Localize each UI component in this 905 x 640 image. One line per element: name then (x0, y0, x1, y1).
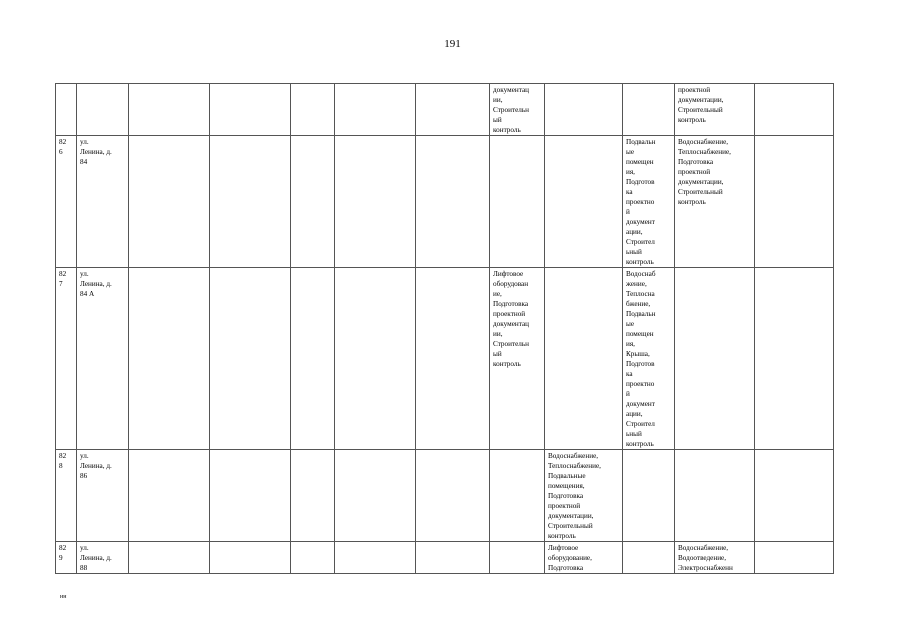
work-cell (490, 136, 545, 268)
work-cell: Водоснабжение, Теплоснабжение, Подвальные помещения, Подготовка проектной документации, Строительный контроль (545, 450, 623, 542)
row-number: 82 7 (56, 268, 77, 450)
empty-cell (335, 84, 416, 136)
address-cell: ул. Ленина, д. 84 А (77, 268, 129, 450)
work-cell: документац ии, Строительн ый контроль (490, 84, 545, 136)
table-row (56, 136, 834, 268)
empty-cell (416, 136, 490, 268)
work-cell (490, 542, 545, 574)
empty-cell (129, 450, 210, 542)
work-cell: Водоснабжение, Теплоснабжение, Подготовка проектной документации, Строительный контроль (675, 136, 755, 268)
work-cell: Подвальн ые помещен ия, Подготов ка проектно й документ ации, Строител ьный контроль (623, 136, 675, 268)
empty-cell (755, 450, 834, 542)
empty-cell (129, 136, 210, 268)
empty-cell (335, 268, 416, 450)
empty-cell (755, 136, 834, 268)
empty-cell (210, 84, 291, 136)
work-cell (623, 542, 675, 574)
work-cell (490, 450, 545, 542)
address-cell: ул. Ленина, д. 86 (77, 450, 129, 542)
empty-cell (291, 136, 335, 268)
empty-cell (129, 542, 210, 574)
work-cell (623, 84, 675, 136)
work-cell: Лифтовое оборудован ие, Подготовка проектной документац ии, Строительн ый контроль (490, 268, 545, 450)
footer-note: нн (60, 594, 67, 600)
work-cell: Водоснабжение, Водоотведение, Электроснабженн (675, 542, 755, 574)
empty-cell (755, 84, 834, 136)
empty-cell (291, 268, 335, 450)
repair-schedule-table (55, 83, 834, 574)
work-cell: Лифтовое оборудование, Подготовка (545, 542, 623, 574)
empty-cell (416, 84, 490, 136)
work-cell: Водоснаб жение, Теплосна бжение, Подвальн ые помещен ия, Крыша, Подготов ка проектно й документ ации, Строител ьный контроль (623, 268, 675, 450)
work-cell (675, 268, 755, 450)
empty-cell (291, 542, 335, 574)
work-cell (545, 268, 623, 450)
empty-cell (291, 450, 335, 542)
empty-cell (755, 542, 834, 574)
row-number: 82 8 (56, 450, 77, 542)
address-cell: ул. Ленина, д. 84 (77, 136, 129, 268)
empty-cell (416, 450, 490, 542)
table-row (56, 450, 834, 542)
table-row (56, 542, 834, 574)
empty-cell (335, 450, 416, 542)
page-number: 191 (444, 38, 461, 50)
row-number (56, 84, 77, 136)
table-row (56, 84, 834, 136)
empty-cell (755, 268, 834, 450)
empty-cell (210, 450, 291, 542)
empty-cell (335, 136, 416, 268)
work-cell (545, 136, 623, 268)
empty-cell (416, 542, 490, 574)
row-number: 82 6 (56, 136, 77, 268)
address-cell: ул. Ленина, д. 88 (77, 542, 129, 574)
empty-cell (335, 542, 416, 574)
work-cell: проектной документации, Строительный контроль (675, 84, 755, 136)
work-cell (623, 450, 675, 542)
empty-cell (291, 84, 335, 136)
work-cell (545, 84, 623, 136)
empty-cell (129, 84, 210, 136)
empty-cell (129, 268, 210, 450)
empty-cell (210, 268, 291, 450)
work-cell (675, 450, 755, 542)
empty-cell (416, 268, 490, 450)
table-row (56, 268, 834, 450)
empty-cell (210, 136, 291, 268)
address-cell (77, 84, 129, 136)
row-number: 82 9 (56, 542, 77, 574)
empty-cell (210, 542, 291, 574)
